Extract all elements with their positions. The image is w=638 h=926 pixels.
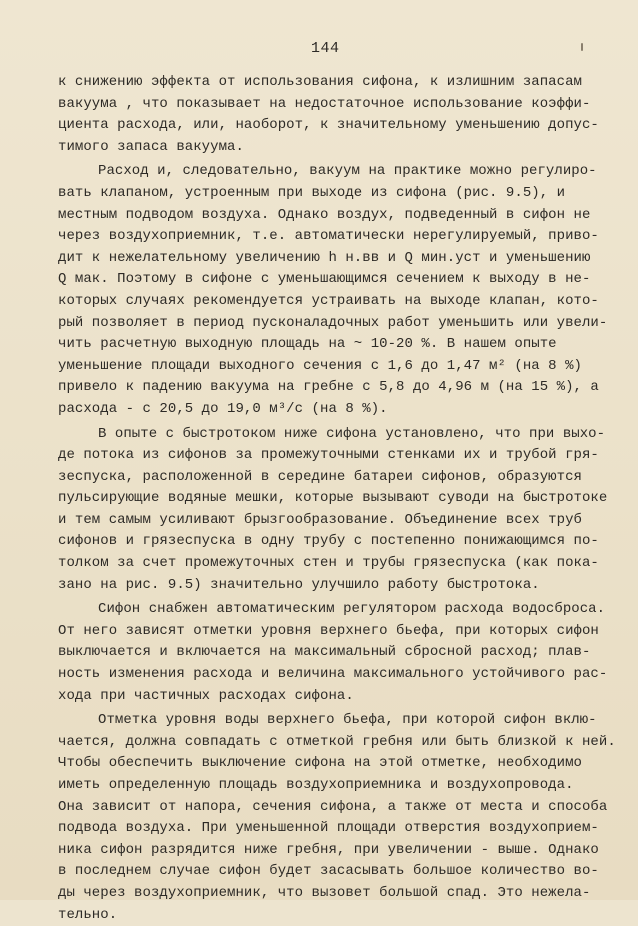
paragraph-2 (58, 161, 608, 420)
text-line: ность изменения расхода и величина максимального устойчивого рас- (58, 666, 608, 683)
text-line: уменьшение площади выходного сечения с 1,6 до 1,47 м² (на 8 %) (58, 357, 582, 374)
text-line: местным подводом воздуха. Однако воздух, подведенный в сифон не (58, 206, 591, 223)
text-line: тимого запаса вакуума. (58, 138, 244, 155)
text-line: подвода воздуха. При уменьшенной площади отверстия воздухоприем- (58, 820, 599, 837)
paper-speck (581, 43, 583, 51)
text-line: через воздухоприемник, т.е. автоматически нерегулируемый, приво- (58, 228, 599, 245)
text-line: пульсирующие водяные мешки, которые вызывают суводи на быстротоке (58, 490, 608, 507)
text-line: сифонов и грязеспуска в одну трубу с постепенно понижающимся по- (58, 533, 599, 550)
text-line: Чтобы обеспечить выключение сифона на этой отметке, необходимо (58, 755, 582, 772)
text-line: В опыте с быстротоком ниже сифона установлено, что при выхо- (98, 425, 606, 442)
text-line: вать клапаном, устроенным при выходе из сифона (рис. 9.5), и (58, 184, 566, 201)
body-text (58, 72, 616, 926)
page-number: 144 (311, 40, 340, 57)
text-line: в последнем случае сифон будет засасывать большое количество во- (58, 863, 599, 880)
text-line: чается, должна совпадать с отметкой гребня или быть близкой к ней. (58, 733, 616, 750)
text-line: хода при частичных расходах сифона. (58, 687, 354, 704)
text-line: ды через воздухоприемник, что вызовет большой спад. Это нежела- (58, 884, 591, 901)
text-line: привело к падению вакуума на гребне с 5,8 до 4,96 м (на 15 %), а (58, 379, 599, 396)
text-line: зано на рис. 9.5) значительно улучшило работу быстротока. (58, 576, 540, 593)
text-line: тельно. (58, 906, 118, 923)
text-line: Сифон снабжен автоматическим регулятором расхода водосброса. (98, 601, 606, 618)
text-line: циента расхода, или, наоборот, к значительному уменьшению допус- (58, 117, 599, 134)
text-line: ника сифон разрядится ниже гребня, при увеличении - выше. Однако (58, 841, 599, 858)
text-line: иметь определенную площадь воздухоприемника и воздухопровода. (58, 777, 574, 793)
text-line: чить расчетную выходную площадь на ~ 10-20 %. В нашем опыте (58, 336, 557, 353)
paragraph-5 (58, 710, 616, 926)
text-line: Q мак. Поэтому в сифоне с уменьшающимся сечением к выходу в не- (58, 271, 591, 288)
paragraph-4 (58, 599, 608, 707)
text-line: к снижению эффекта от использования сифона, к излишним запасам (58, 74, 582, 90)
text-line: Она зависит от напора, сечения сифона, а также от места и способа (58, 798, 608, 815)
text-line: которых случаях рекомендуется устраивать на выходе клапан, кото- (58, 292, 599, 309)
text-line: зеспуска, расположенной в середине батареи сифонов, образуются (58, 468, 582, 485)
text-line: дит к нежелательному увеличению h н.вв и Q мин.уст и уменьшению (58, 249, 591, 266)
text-line: толком за счет промежуточных стен и трубы грязеспуска (как пока- (58, 555, 599, 572)
text-line: рый позволяет в период пусконаладочных работ уменьшить или увели- (58, 314, 608, 331)
text-line: расхода - с 20,5 до 19,0 м³/с (на 8 %). (58, 400, 388, 417)
paragraph-1 (58, 72, 599, 158)
text-line: Отметка уровня воды верхнего бьефа, при которой сифон вклю- (98, 712, 597, 729)
text-line: От него зависят отметки уровня верхнего бьефа, при которых сифон (58, 622, 599, 639)
text-line: и тем самым усиливают брызгообразование. Объединение всех труб (58, 511, 582, 528)
paragraph-3 (58, 424, 608, 597)
text-line: вакуума , что показывает на недостаточное использование коэффи- (58, 95, 591, 112)
text-line: де потока из сифонов за промежуточными стенками их и трубой гря- (58, 447, 599, 464)
text-line: выключается и включается на максимальный сбросной расход; плав- (58, 644, 591, 661)
text-line: Расход и, следовательно, вакуум на практике можно регулиро- (98, 163, 597, 180)
